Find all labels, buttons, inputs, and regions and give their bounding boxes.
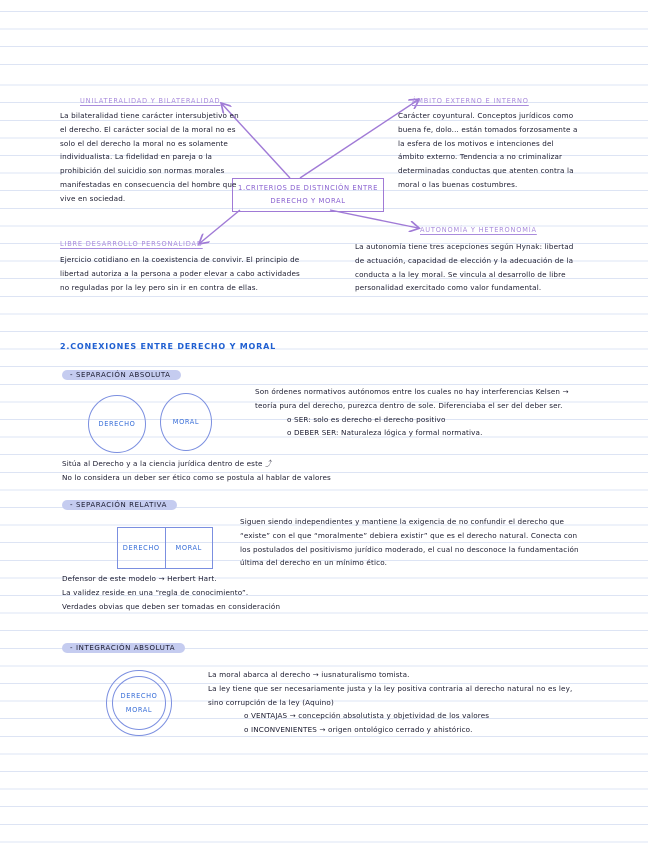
relative-moral-label: MORAL — [175, 544, 202, 552]
moral-circle-label: MORAL — [172, 418, 200, 426]
rel-after-line3: Verdades obvias que deben ser tomadas en consideración — [62, 601, 281, 611]
sep-bullet-deber-ser: o DEBER SER: Naturaleza lógica y formal normativa. — [287, 426, 585, 440]
mid-right-heading: AUTONOMÍA Y HETERONOMÍA — [420, 226, 537, 234]
separacion-relativa-text: Siguen siendo independientes y mantiene la exigencia de no confundir el derecho que “existe” con el que “moralmente” debiera existir” que es el derecho natural. Conecta con los postulados del positivismo jurídico moderado, el cual no desconoce la fundamentación última del derecho en un mínimo ético. — [240, 517, 579, 568]
top-right-heading: ÁMBITO EXTERNO E INTERNO — [412, 97, 529, 105]
arrow-bottom-left — [200, 210, 240, 243]
integracion-inner-circle — [112, 676, 166, 730]
rel-after-line2: La validez reside en una “regla de conocimiento”. — [62, 587, 249, 597]
derecho-circle — [88, 395, 146, 453]
rel-after-line1: Defensor de este modelo → Herbert Hart. — [62, 574, 217, 583]
mid-right-text: La autonomía tiene tres acepciones según Hynak: libertad de actuación, capacidad de elección y la adecuación de la conducta a la ley moral. Se vincula al desarrollo de libre personalidad exercitado como valor fundamental. — [355, 242, 574, 293]
integracion-text — [208, 668, 588, 737]
moral-circle — [160, 393, 212, 451]
integracion-derecho-label: DERECHO — [120, 692, 158, 700]
relative-moral-cell — [166, 528, 213, 568]
sep-after-line1: Sitúa al Derecho y a la ciencia jurídica dentro de este ⤴ — [62, 459, 273, 468]
integ-line2: La ley tiene que ser necesariamente justa y la ley positiva contraria al derecho natural no es ley, sino corrupción de la ley (Aquino) — [208, 683, 573, 707]
top-left-text: La bilateralidad tiene carácter intersubjetivo en el derecho. El carácter social de la moral no es solo el del derecho la moral no es solamente individualista. La fidelidad en pareja o la prohibición del suicidio son normas morales manifestadas en consecuencia del hombre que vive en sociedad. — [60, 111, 239, 203]
sep-bullet-ser: o SER: solo es derecho el derecho positivo — [287, 413, 585, 427]
sep-after-line2: No lo considera un deber ser ético como se postula al hablar de valores — [62, 472, 331, 482]
sep-after-text — [62, 457, 392, 485]
mid-left-text: Ejercicio cotidiano en la coexistencia de convivir. El principio de libertad autoriza a la persona a poder elevar a cabo actividades no reguladas por la ley pero sin ir en contra de ellas. — [60, 255, 300, 292]
separacion-relativa-pill: - SEPARACIÓN RELATIVA — [62, 500, 177, 510]
central-title-line1: 1.CRITERIOS DE DISTINCIÓN ENTRE — [238, 184, 378, 192]
central-concept-box — [232, 178, 384, 212]
integracion-moral-label: MORAL — [125, 706, 153, 714]
mid-left-heading: LIBRE DESARROLLO PERSONALIDAD — [60, 240, 203, 248]
central-title-line2: DERECHO Y MORAL — [270, 197, 346, 205]
section-2-title: 2.CONEXIONES ENTRE DERECHO Y MORAL — [60, 342, 276, 351]
relative-derecho-cell — [118, 528, 166, 568]
relative-overlap-box — [117, 527, 213, 569]
integ-inconvenientes: o INCONVENIENTES → origen ontológico cerrado y ahistórico. — [244, 723, 588, 737]
rel-after-text — [62, 572, 392, 613]
sep-main-text: Son órdenes normativos autónomos entre los cuales no hay interferencias Kelsen → teoría pura del derecho, purezca dentro de sole. Diferenciaba el ser del deber ser. — [255, 387, 569, 410]
derecho-circle-label: DERECHO — [98, 420, 136, 428]
arrow-bottom-right — [330, 210, 418, 228]
relative-derecho-label: DERECHO — [122, 544, 160, 552]
separacion-absoluta-pill: - SEPARACIÓN ABSOLUTA — [62, 370, 181, 380]
top-right-text: Carácter coyuntural. Conceptos jurídicos como buena fe, dolo... están tomados forzosamente a la esfera de los motivos e intenciones del ámbito externo. Tendencia a no criminalizar determinadas conductas que atenten contra la moral o las buenas costumbres. — [398, 111, 578, 189]
integracion-absoluta-pill: - INTEGRACIÓN ABSOLUTA — [62, 643, 185, 653]
integ-ventajas: o VENTAJAS → concepción absolutista y objetividad de los valores — [244, 709, 588, 723]
top-left-heading: UNILATERALIDAD Y BILATERALIDAD — [80, 97, 221, 105]
separacion-absoluta-text — [255, 385, 585, 440]
integ-line1: La moral abarca al derecho → iusnaturalismo tomista. — [208, 670, 410, 679]
